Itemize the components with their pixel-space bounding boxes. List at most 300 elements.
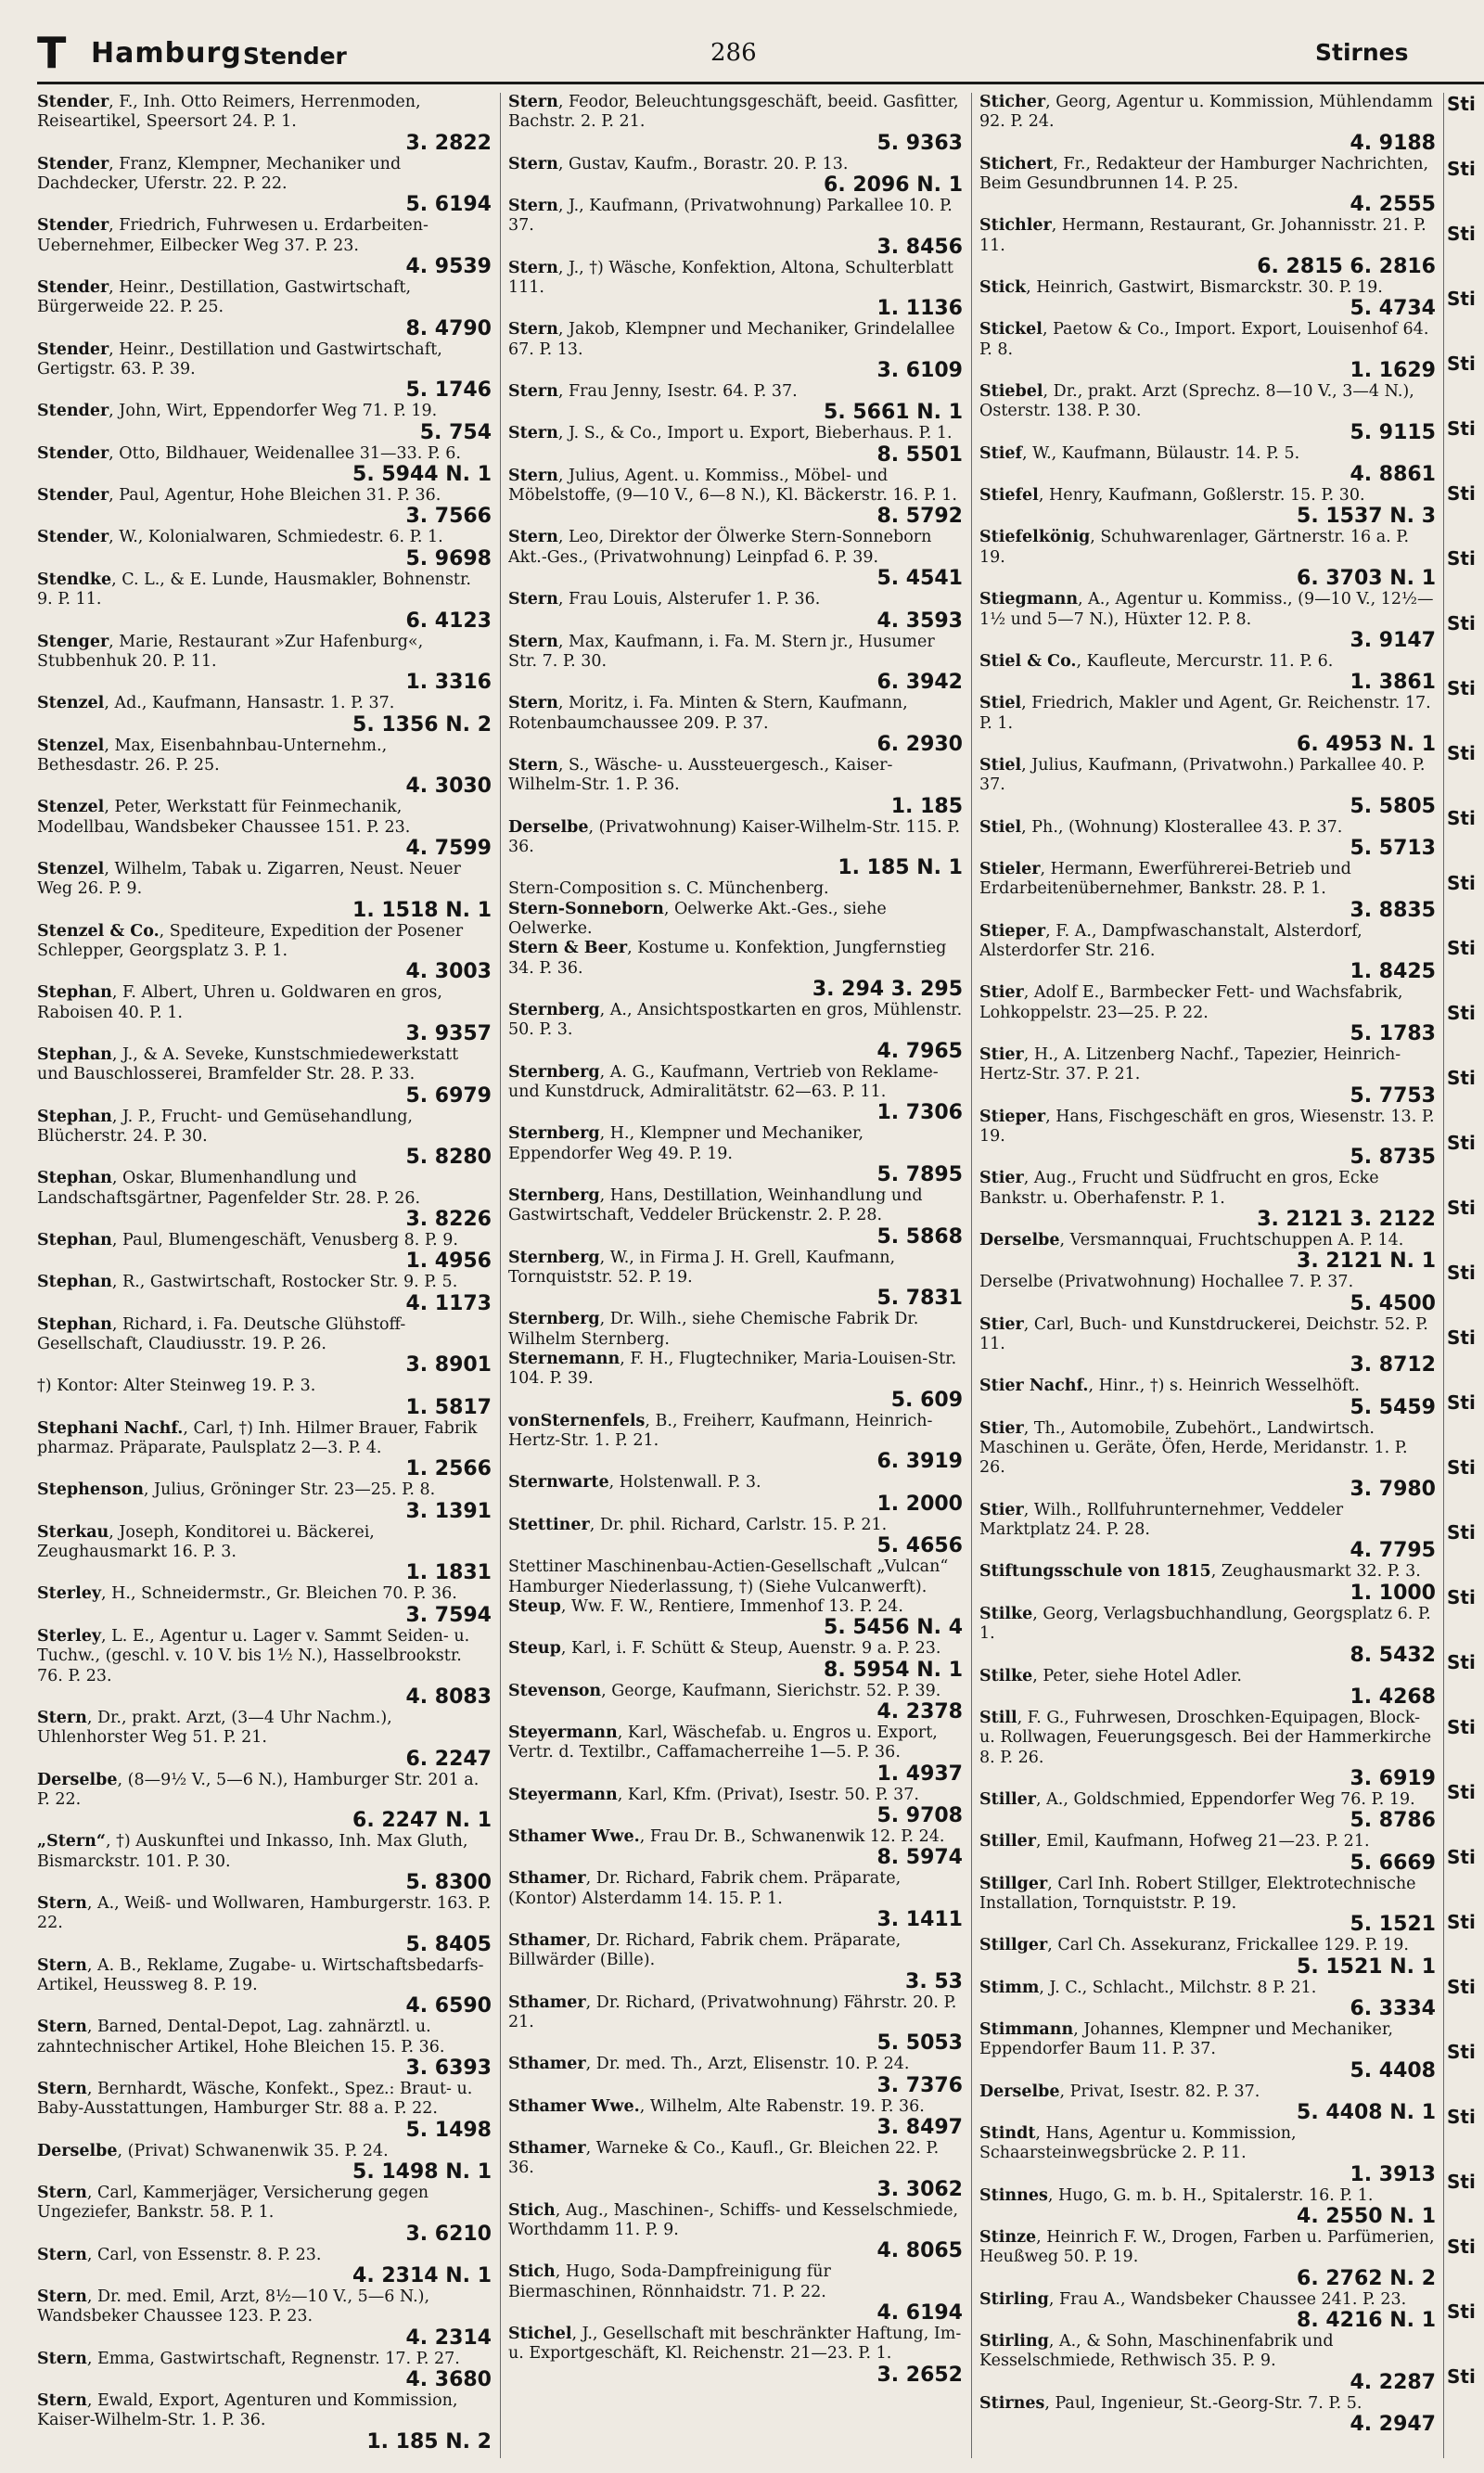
entry-text: Stier, Adolf E., Barmbecker Fett- und Wachsfabrik, Lohkoppelstr. 23—25. P. 22.	[979, 983, 1403, 1022]
entry-text: Stendke, C. L., & E. Lunde, Hausmakler, Bohnenstr. 9. P. 11.	[37, 570, 471, 609]
directory-entry	[37, 694, 492, 736]
entry-phone: 6. 2815 6. 2816	[1257, 255, 1436, 279]
entry-text: Sthamer Wwe., Frau Dr. B., Schwanenwik 12. P. 24.	[508, 1826, 945, 1846]
entry-text: Sterkau, Joseph, Konditorei u. Bäckerei, Zeughausmarkt 16. P. 3.	[37, 1522, 375, 1562]
entry-text: Sthamer, Dr. med. Th., Arzt, Elisenstr. 10. P. 24.	[508, 2055, 910, 2074]
entry-text: vonSternenfels, B., Freiherr, Kaufmann, Heinrich-Hertz-Str. 1. P. 21.	[508, 1411, 933, 1451]
directory-entry	[37, 2246, 492, 2287]
entry-phone: 4. 7965	[876, 1039, 963, 1063]
entry-text: Stillger, Carl Ch. Assekuranz, Frickallee 129. P. 19.	[979, 1936, 1409, 1955]
edge-fragment: Sti	[1447, 2300, 1476, 2323]
entry-phone: 3. 6109	[876, 359, 963, 383]
directory-column-1	[37, 93, 492, 2458]
entry-phone: 3. 7594	[405, 1603, 492, 1627]
entry-phone: 3. 2121 3. 2122	[1257, 1208, 1436, 1232]
entry-text: Stern, Emma, Gastwirtschaft, Regnenstr. 17. P. 27.	[37, 2349, 460, 2368]
edge-fragment: Sti	[1447, 677, 1476, 699]
entry-text: Stiller, Emil, Kaufmann, Hofweg 21—23. P. 21.	[979, 1832, 1370, 1852]
entry-phone: 5. 6194	[405, 193, 492, 217]
entry-text: Stirling, A., & Sohn, Maschinenfabrik und Kesselschmiede, Rethwisch 35. P. 9.	[979, 2332, 1334, 2371]
directory-entry	[979, 1501, 1436, 1563]
entry-phone: 3. 8712	[1350, 1353, 1436, 1377]
entry-text: Stier, Wilh., Rollfuhrunternehmer, Veddeler Marktplatz 24. P. 28.	[979, 1500, 1344, 1540]
directory-entry	[979, 1979, 1436, 2020]
directory-entry	[508, 1249, 963, 1311]
entry-phone: 6. 4953 N. 1	[1297, 732, 1436, 756]
entry-phone: 8. 5974	[876, 1846, 963, 1870]
edge-fragment: Sti	[1447, 1716, 1476, 1738]
entry-text: Stenzel, Peter, Werkstatt für Feinmechanik, Modellbau, Wandsbeker Chaussee 151. P. 23.	[37, 798, 411, 837]
entry-text: Stilke, Peter, siehe Hotel Adler.	[979, 1666, 1242, 1685]
directory-entry	[508, 424, 963, 466]
directory-entry	[979, 1231, 1436, 1273]
entry-text: Stier, Carl, Buch- und Kunstdruckerei, Deichstr. 52. P. 11.	[979, 1314, 1428, 1354]
edge-fragment: Sti	[1447, 1002, 1476, 1024]
directory-entry	[508, 155, 963, 197]
entry-text: Sternemann, F. H., Flugtechniker, Maria-Louisen-Str. 104. P. 39.	[508, 1350, 957, 1389]
entry-text: Stiel, Julius, Kaufmann, (Privatwohn.) Parkallee 40. P. 37.	[979, 755, 1426, 795]
entry-text: „Stern“, †) Auskunftei und Inkasso, Inh. Max Gluth, Bismarckstr. 101. P. 30.	[37, 1832, 468, 1871]
directory-entry	[979, 1169, 1436, 1231]
entry-phone: 3. 7566	[405, 505, 492, 529]
entry-phone: 1. 1518 N. 1	[352, 898, 492, 922]
entry-phone: 6. 3703 N. 1	[1297, 567, 1436, 591]
entry-phone: 5. 5868	[876, 1224, 963, 1249]
entry-text: Sternberg, W., in Firma J. H. Grell, Kaufmann, Tornquiststr. 52. P. 19.	[508, 1248, 896, 1288]
entry-phone: 5. 5661 N. 1	[824, 401, 963, 425]
entry-text: Stier, Th., Automobile, Zubehört., Landwirtsch. Maschinen u. Geräte, Öfen, Herde, Meridanstr. 1. P. 26.	[979, 1418, 1408, 1478]
entry-text: Derselbe, (Privat) Schwanenwik 35. P. 24.	[37, 2141, 389, 2160]
directory-entry	[37, 216, 492, 278]
entry-text: Stenzel & Co., Spediteure, Expedition der Posener Schlepper, Georgsplatz 3. P. 1.	[37, 921, 464, 960]
edge-fragment: Sti	[1447, 612, 1476, 634]
entry-phone: 5. 4408	[1350, 2058, 1436, 2082]
entry-phone: 5. 5456 N. 4	[824, 1616, 963, 1640]
entry-phone: 5. 1498 N. 1	[352, 2160, 492, 2184]
entry-text: Stieper, Hans, Fischgeschäft en gros, Wiesenstr. 13. P. 19.	[979, 1107, 1435, 1146]
directory-entry	[508, 1827, 963, 1869]
directory-entry	[979, 2290, 1436, 2332]
edge-fragment: Sti	[1447, 2365, 1476, 2388]
entry-text: Derselbe, (Privatwohnung) Kaiser-Wilhelm-Str. 115. P. 36.	[508, 817, 961, 856]
directory-entry	[37, 983, 492, 1045]
entry-text: Stender, Otto, Bildhauer, Weidenallee 31—33. P. 6.	[37, 443, 461, 463]
edge-fragment: Sti	[1447, 158, 1476, 180]
directory-entry	[508, 1412, 963, 1474]
entry-text: Stich, Aug., Maschinen-, Schiffs- und Kesselschmiede, Worthdamm 11. P. 9.	[508, 2200, 959, 2240]
entry-phone: 5. 1356 N. 2	[352, 712, 492, 737]
directory-entry	[508, 197, 963, 259]
entry-text: Sthamer, Dr. Richard, (Privatwohnung) Fährstr. 20. P. 21.	[508, 1992, 957, 2031]
directory-entry	[37, 1709, 492, 1771]
entry-phone: 8. 4216 N. 1	[1297, 2309, 1436, 2333]
directory-entry	[37, 2184, 492, 2246]
directory-entry	[508, 694, 963, 756]
directory-entry	[508, 2262, 963, 2325]
directory-entry	[37, 155, 492, 217]
entry-phone: 6. 2096 N. 1	[824, 173, 963, 198]
entry-phone: 1. 4956	[405, 1249, 492, 1274]
entry-phone: 5. 5944 N. 1	[352, 463, 492, 487]
entry-text: Stern, Carl, Kammerjäger, Versicherung gegen Ungeziefer, Bankstr. 58. P. 1.	[37, 2184, 429, 2223]
entry-phone: 5. 1521	[1350, 1913, 1436, 1937]
entry-text: Stern, Dr. med. Emil, Arzt, 8½—10 V., 5—6 N.), Wandsbeker Chaussee 123. P. 23.	[37, 2287, 430, 2326]
entry-text: Sthamer, Dr. Richard, Fabrik chem. Präparate, Billwärder (Bille).	[508, 1930, 902, 1970]
directory-entry	[508, 818, 963, 880]
directory-entry	[979, 1875, 1436, 1937]
directory-entry	[37, 528, 492, 570]
directory-entry	[37, 1584, 492, 1626]
entry-text: Stief, W., Kaufmann, Bülaustr. 14. P. 5.	[979, 443, 1300, 463]
directory-entry	[37, 1480, 492, 1522]
entry-text: Stern, Frau Jenny, Isestr. 64. P. 37.	[508, 382, 798, 402]
directory-entry	[37, 340, 492, 403]
entry-phone: 4. 2314 N. 1	[352, 2264, 492, 2288]
directory-entry	[37, 2018, 492, 2080]
entry-phone: 3. 3062	[876, 2177, 963, 2201]
directory-entry	[979, 1605, 1436, 1667]
directory-entry	[37, 402, 492, 443]
entry-text: Sthamer Wwe., Wilhelm, Alte Rabenstr. 19. P. 36.	[508, 2096, 925, 2116]
directory-entry	[508, 2325, 963, 2387]
entry-text: Stimmann, Johannes, Klempner und Mechaniker, Eppendorfer Baum 11. P. 37.	[979, 2019, 1393, 2059]
entry-text: Sternberg, Hans, Destillation, Weinhandlung und Gastwirtschaft, Veddeler Brückenstr. 2. P. 28.	[508, 1186, 923, 1225]
directory-entry	[37, 1108, 492, 1170]
last-catchword: Stirnes	[1315, 39, 1409, 66]
entry-text: Stern, J. S., & Co., Import u. Export, Bieberhaus. P. 1.	[508, 424, 953, 443]
entry-phone: 4. 8861	[1350, 463, 1436, 487]
directory-entry	[37, 486, 492, 528]
entry-phone: 1. 1629	[1350, 359, 1436, 383]
directory-entry	[508, 1786, 963, 1827]
directory-entry	[508, 467, 963, 529]
entry-phone: 5. 7895	[876, 1163, 963, 1187]
entry-phone: 5. 1537 N. 3	[1297, 505, 1436, 529]
directory-entry	[508, 939, 963, 1001]
entry-phone: 5. 8405	[405, 1932, 492, 1956]
edge-fragment: Sti	[1447, 2171, 1476, 2193]
directory-entry	[37, 2287, 492, 2350]
entry-text: Stern, Ewald, Export, Agenturen und Kommission, Kaiser-Wilhelm-Str. 1. P. 36.	[37, 2391, 458, 2430]
section-letter: T	[37, 28, 67, 78]
entry-text: Stieper, F. A., Dampfwaschanstalt, Alsterdorf, Alsterdorfer Str. 216.	[979, 921, 1362, 960]
directory-entry	[979, 528, 1436, 590]
directory-entry	[979, 444, 1436, 486]
entry-phone: 1. 3861	[1350, 671, 1436, 695]
entry-text: Steup, Karl, i. F. Schütt & Steup, Auenstr. 9 a. P. 23.	[508, 1639, 941, 1659]
entry-text: Stiel & Co., Kaufleute, Mercurstr. 11. P. 6.	[979, 651, 1334, 671]
entry-text: Sthamer, Dr. Richard, Fabrik chem. Präparate, (Kontor) Alsterdamm 14. 15. P. 1.	[508, 1869, 902, 1908]
entry-phone: 3. 8497	[876, 2116, 963, 2139]
entry-text: Stephan, F. Albert, Uhren u. Goldwaren en gros, Raboisen 40. P. 1.	[37, 983, 442, 1022]
entry-phone: 5. 8786	[1350, 1809, 1436, 1833]
directory-entry	[979, 756, 1436, 818]
entry-text: Stier, Aug., Frucht und Südfrucht en gros, Ecke Bankstr. u. Oberhafenstr. P. 1.	[979, 1169, 1379, 1208]
entry-phone: 3. 2652	[876, 2363, 963, 2387]
edge-fragment: Sti	[1447, 93, 1476, 115]
entry-phone: 5. 4734	[1350, 297, 1436, 321]
directory-entry	[979, 382, 1436, 444]
entry-text: Stilke, Georg, Verlagsbuchhandlung, Georgsplatz 6. P. 1.	[979, 1604, 1431, 1644]
edge-fragment: Sti	[1447, 547, 1476, 570]
entry-text: Stephenson, Julius, Gröninger Str. 23—25. P. 8.	[37, 1480, 436, 1500]
column-divider	[971, 93, 972, 2458]
entry-phone: 5. 9698	[405, 546, 492, 570]
directory-entry	[979, 1936, 1436, 1978]
entry-phone: 1. 1831	[405, 1561, 492, 1585]
directory-entry	[37, 444, 492, 486]
directory-entry	[979, 2228, 1436, 2290]
edge-fragment: Sti	[1447, 807, 1476, 829]
entry-phone: 6. 2247 N. 1	[352, 1809, 492, 1833]
directory-entry	[979, 93, 1436, 155]
entry-text: Sternwarte, Holstenwall. P. 3.	[508, 1473, 761, 1493]
entry-text: Stern, Dr., prakt. Arzt, (3—4 Uhr Nachm.), Uhlenhorster Weg 51. P. 21.	[37, 1708, 392, 1748]
entry-text: Stiebel, Dr., prakt. Arzt (Sprechz. 8—10 V., 3—4 N.), Osterstr. 138. P. 30.	[979, 382, 1414, 421]
entry-phone: 4. 2555	[1350, 193, 1436, 217]
edge-fragment: Sti	[1447, 1651, 1476, 1673]
entry-phone: 6. 3942	[876, 671, 963, 695]
entry-text: Stinnes, Hugo, G. m. b. H., Spitalerstr. 16. P. 1.	[979, 2185, 1374, 2205]
directory-entry	[979, 278, 1436, 320]
entry-phone: 1. 5817	[405, 1395, 492, 1419]
entry-text: Stern, Barned, Dental-Depot, Lag. zahnärztl. u. zahntechnischer Artikel, Hohe Bleichen 15. P. 36.	[37, 2018, 445, 2057]
entry-text: Stender, F., Inh. Otto Reimers, Herrenmoden, Reiseartikel, Speersort 24. P. 1.	[37, 93, 421, 132]
entry-text: Stern, S., Wäsche- u. Aussteuergesch., Kaiser-Wilhelm-Str. 1. P. 36.	[508, 755, 893, 795]
directory-entry	[508, 1597, 963, 1639]
directory-entry	[37, 2142, 492, 2184]
entry-text: Stern, Gustav, Kaufm., Borastr. 20. P. 13.	[508, 154, 849, 173]
entry-text: Derselbe, Privat, Isestr. 82. P. 37.	[979, 2082, 1260, 2101]
entry-text: Stiller, A., Goldschmied, Eppendorfer Weg 76. P. 19.	[979, 1789, 1415, 1809]
next-page-edge	[1447, 93, 1484, 2458]
entry-phone: 1. 3913	[1350, 2162, 1436, 2186]
entry-phone: 8. 5501	[876, 442, 963, 467]
directory-entry	[37, 1771, 492, 1833]
entry-phone: 4. 2314	[405, 2326, 492, 2350]
entry-phone: 5. 1498	[405, 2118, 492, 2142]
entry-text: Stenzel, Ad., Kaufmann, Hansastr. 1. P. 37.	[37, 694, 395, 713]
entry-text: Stephan, Oskar, Blumenhandlung und Landschaftsgärtner, Pagenfelder Str. 28. P. 26.	[37, 1169, 421, 1208]
entry-phone: 5. 8735	[1350, 1146, 1436, 1170]
edge-fragment: Sti	[1447, 1976, 1476, 1998]
directory-entry	[508, 1993, 963, 2056]
edge-fragment: Sti	[1447, 482, 1476, 505]
directory-entry	[37, 2350, 492, 2391]
entry-phone: 4. 2378	[876, 1699, 963, 1723]
entry-text: Stettiner Maschinenbau-Actien-Gesellschaft „Vulcan“ Hamburger Niederlassung, †) (Siehe Vulcanwerft).	[508, 1557, 949, 1596]
edge-fragment: Sti	[1447, 1781, 1476, 1803]
entry-phone: 6. 4123	[405, 609, 492, 633]
directory-entry	[37, 1894, 492, 1956]
entry-phone: 5. 1746	[405, 378, 492, 403]
directory-entry	[979, 2082, 1436, 2124]
entry-text: Still, F. G., Fuhrwesen, Droschken-Equipagen, Block- u. Rollwagen, Feuerungsgesch. Bei der Hammerkirche 8. P. 26.	[979, 1708, 1432, 1767]
directory-entry	[37, 922, 492, 984]
directory-entry	[979, 1790, 1436, 1832]
entry-phone: 5. 1521 N. 1	[1297, 1954, 1436, 1979]
directory-entry	[37, 798, 492, 860]
directory-entry	[37, 278, 492, 340]
edge-fragment: Sti	[1447, 1326, 1476, 1349]
directory-entry	[37, 633, 492, 695]
directory-entry	[37, 1315, 492, 1377]
directory-entry	[508, 2097, 963, 2139]
entry-text: Stern, Max, Kaufmann, i. Fa. M. Stern jr., Husumer Str. 7. P. 30.	[508, 632, 935, 671]
edge-fragment: Sti	[1447, 1846, 1476, 1868]
directory-entry	[37, 93, 492, 155]
directory-entry	[979, 1832, 1436, 1874]
directory-entry	[37, 1523, 492, 1585]
entry-text: Stender, W., Kolonialwaren, Schmiedestr. 6. P. 1.	[37, 528, 443, 547]
entry-phone: 5. 5459	[1350, 1395, 1436, 1419]
entry-text: Stern, Frau Louis, Alsterufer 1. P. 36.	[508, 590, 821, 609]
entry-phone: 4. 3030	[405, 775, 492, 799]
directory-entry	[508, 2055, 963, 2096]
entry-phone: 8. 4790	[405, 316, 492, 340]
entry-phone: 4. 3003	[405, 960, 492, 984]
page-number: 286	[710, 39, 757, 67]
entry-text: Stephan, R., Gastwirtschaft, Rostocker Str. 9. P. 5.	[37, 1273, 458, 1292]
entry-phone: 3. 6210	[405, 2222, 492, 2246]
entry-phone: 6. 2930	[876, 732, 963, 756]
entry-phone: 3. 8901	[405, 1353, 492, 1377]
entry-text: Sternberg, H., Klempner und Mechaniker, Eppendorfer Weg 49. P. 19.	[508, 1124, 864, 1163]
directory-entry	[508, 1639, 963, 1681]
entry-text: Stevenson, George, Kaufmann, Sierichstr. 52. P. 39.	[508, 1681, 941, 1700]
entry-phone: 4. 7599	[405, 836, 492, 860]
entry-phone: 3. 6919	[1350, 1766, 1436, 1790]
entry-phone: 8. 5792	[876, 505, 963, 529]
entry-phone: 5. 7831	[876, 1287, 963, 1311]
directory-entry	[508, 1186, 963, 1249]
entry-text: Stephan, Paul, Blumengeschäft, Venusberg 8. P. 9.	[37, 1231, 458, 1250]
entry-text: Stiefelkönig, Schuhwarenlager, Gärtnerstr. 16 a. P. 19.	[979, 528, 1410, 567]
entry-text: Stindt, Hans, Agentur u. Kommission, Schaarsteinwegsbrücke 2. P. 11.	[979, 2123, 1297, 2163]
edge-fragment: Sti	[1447, 2106, 1476, 2128]
edge-fragment: Sti	[1447, 1456, 1476, 1479]
edge-fragment: Sti	[1447, 352, 1476, 375]
directory-entry	[508, 1310, 963, 1350]
directory-entry	[979, 1273, 1436, 1314]
entry-text: Stephani Nachf., Carl, †) Inh. Hilmer Brauer, Fabrik pharmaz. Präparate, Paulsplatz 2—3. P. 4.	[37, 1418, 478, 1458]
entry-text: Stirnes, Paul, Ingenieur, St.-Georg-Str. 7. P. 5.	[979, 2393, 1362, 2413]
directory-entry	[37, 2080, 492, 2142]
entry-phone: 3. 2121 N. 1	[1297, 1249, 1436, 1274]
directory-entry	[37, 737, 492, 799]
directory-entry	[979, 652, 1436, 694]
directory-entry	[979, 1045, 1436, 1108]
entry-text: Stettiner, Dr. phil. Richard, Carlstr. 15. P. 21.	[508, 1515, 888, 1534]
directory-entry	[508, 879, 963, 899]
entry-text: Derselbe (Privatwohnung) Hochallee 7. P. 37.	[979, 1273, 1354, 1292]
entry-text: Stern, A., Weiß- und Wollwaren, Hamburgerstr. 163. P. 22.	[37, 1893, 492, 1933]
entry-phone: 1. 4268	[1350, 1685, 1436, 1709]
directory-entry	[508, 1931, 963, 1993]
directory-entry	[37, 1627, 492, 1709]
directory-entry	[979, 922, 1436, 984]
directory-entry	[979, 486, 1436, 528]
entry-text: Sterley, H., Schneidermstr., Gr. Bleichen 70. P. 36.	[37, 1584, 457, 1604]
entry-text: Sternberg, A., Ansichtspostkarten en gros, Mühlenstr. 50. P. 3.	[508, 1000, 963, 1040]
directory-entry	[979, 2394, 1436, 2436]
entry-text: Stephan, Richard, i. Fa. Deutsche Glühstoff-Gesellschaft, Claudiusstr. 19. P. 26.	[37, 1314, 406, 1354]
entry-phone: 1. 3316	[405, 671, 492, 695]
directory-entry	[508, 1350, 963, 1412]
entry-phone: 5. 6979	[405, 1083, 492, 1108]
entry-phone: 1. 1136	[876, 297, 963, 321]
entry-text: Steyermann, Karl, Wäschefab. u. Engros u. Export, Vertr. d. Textilbr., Caffamacherreihe 1—5. P. 36.	[508, 1723, 938, 1762]
entry-text: Stich, Hugo, Soda-Dampfreinigung für Biermaschinen, Rönnhaidstr. 71. P. 22.	[508, 2262, 831, 2301]
entry-text: †) Kontor: Alter Steinweg 19. P. 3.	[37, 1377, 316, 1396]
entry-text: Stern-Composition s. C. Münchenberg.	[508, 879, 829, 899]
directory-entry	[508, 590, 963, 632]
entry-phone: 4. 3680	[405, 2368, 492, 2392]
directory-entry	[979, 983, 1436, 1045]
entry-text: Stern, Julius, Agent. u. Kommiss., Möbel- und Möbelstoffe, (9—10 V., 6—8 N.), Kl. Bäckerstr. 16. P. 1.	[508, 466, 957, 506]
entry-text: Stern, A. B., Reklame, Zugabe- u. Wirtschaftsbedarfs-Artikel, Heussweg 8. P. 19.	[37, 1955, 484, 1994]
entry-phone: 3. 53	[905, 1969, 963, 1993]
entry-phone: 5. 609	[890, 1388, 963, 1412]
entry-text: Stender, Heinr., Destillation und Gastwirtschaft, Gertigstr. 63. P. 39.	[37, 340, 442, 379]
edge-fragment: Sti	[1447, 1262, 1476, 1284]
edge-fragment: Sti	[1447, 223, 1476, 245]
directory-entry	[508, 900, 963, 940]
entry-phone: 5. 4656	[876, 1534, 963, 1558]
directory-entry	[979, 1315, 1436, 1377]
entry-phone: 3. 8226	[405, 1208, 492, 1232]
directory-entry	[979, 2186, 1436, 2228]
entry-phone: 4. 1173	[405, 1291, 492, 1315]
entry-phone: 5. 754	[419, 420, 492, 444]
edge-fragment: Sti	[1447, 1911, 1476, 1933]
directory-entry	[979, 1108, 1436, 1170]
entry-text: Stern, Feodor, Beleuchtungsgeschäft, beeid. Gasfitter, Bachstr. 2. P. 21.	[508, 93, 959, 132]
column-divider	[500, 93, 501, 2458]
entry-text: Stiefel, Henry, Kaufmann, Goßlerstr. 15. P. 30.	[979, 486, 1365, 506]
entry-text: Stender, Franz, Klempner, Mechaniker und Dachdecker, Uferstr. 22. P. 22.	[37, 154, 402, 194]
directory-entry	[37, 1832, 492, 1894]
entry-text: Steyermann, Karl, Kfm. (Privat), Isestr. 50. P. 37.	[508, 1785, 919, 1804]
entry-text: Stillger, Carl Inh. Robert Stillger, Elektrotechnische Installation, Tornquiststr. P. 19.	[979, 1874, 1416, 1913]
directory-entry	[508, 1723, 963, 1786]
directory-entry	[979, 1419, 1436, 1501]
entry-phone: 3. 1411	[876, 1907, 963, 1931]
directory-entry	[508, 1557, 963, 1597]
directory-column-2	[508, 93, 963, 2458]
entry-phone: 3. 9147	[1350, 628, 1436, 652]
edge-fragment: Sti	[1447, 1586, 1476, 1608]
directory-entry	[979, 2020, 1436, 2082]
page-header	[37, 28, 1484, 83]
entry-phone: 5. 5053	[876, 2031, 963, 2056]
entry-phone: 1. 8425	[1350, 960, 1436, 984]
entry-phone: 5. 8280	[405, 1146, 492, 1170]
entry-text: Stirling, Frau A., Wandsbeker Chaussee 241. P. 23.	[979, 2289, 1407, 2309]
entry-text: Sternberg, Dr. Wilh., siehe Chemische Fabrik Dr. Wilhelm Sternberg.	[508, 1310, 919, 1349]
directory-entry	[37, 1377, 492, 1418]
entry-phone: 5. 9115	[1350, 420, 1436, 444]
directory-entry	[37, 2391, 492, 2454]
entry-phone: 1. 185 N. 2	[366, 2429, 492, 2454]
entry-phone: 1. 2566	[405, 1457, 492, 1481]
entry-phone: 3. 1391	[405, 1499, 492, 1523]
column-divider	[1443, 93, 1444, 2458]
entry-phone: 4. 2550 N. 1	[1297, 2205, 1436, 2228]
entry-text: Stier, H., A. Litzenberg Nachf., Tapezier, Heinrich-Hertz-Str. 37. P. 21.	[979, 1044, 1401, 1084]
entry-text: Sterley, L. E., Agentur u. Lager v. Sammt Seiden- u. Tuchw., (geschl. v. 10 V. bis 1½ N.), Hasselbrookstr. 76. P. 23.	[37, 1626, 470, 1685]
entry-text: Stiel, Friedrich, Makler und Agent, Gr. Reichenstr. 17. P. 1.	[979, 694, 1431, 733]
